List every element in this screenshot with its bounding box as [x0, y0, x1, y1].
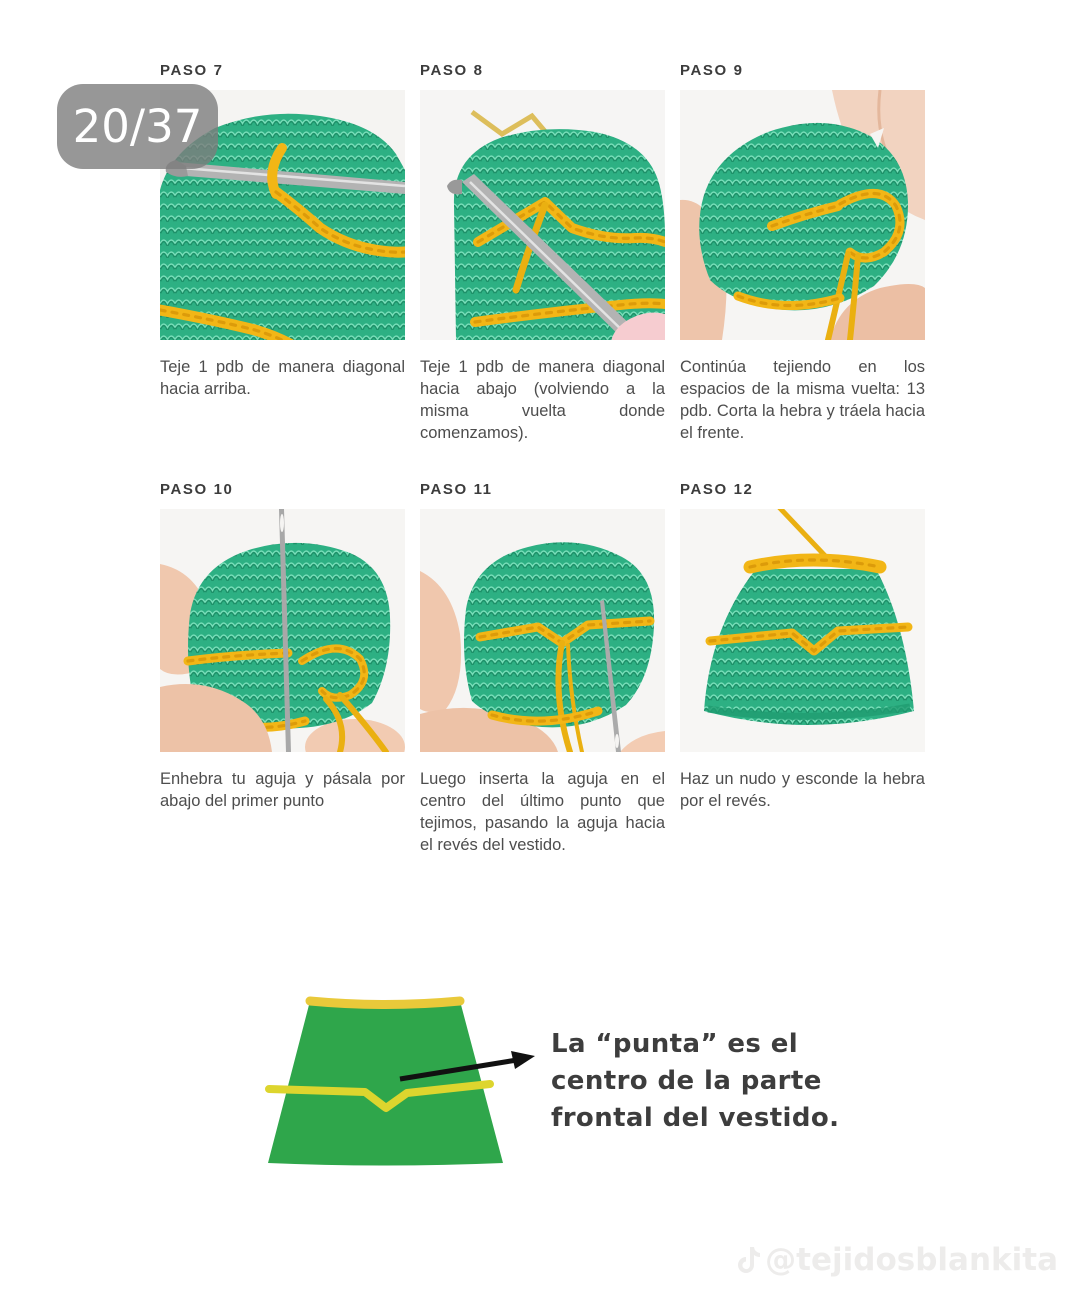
- paso-9-photo: [680, 90, 925, 340]
- step-label: PASO 7: [160, 62, 224, 79]
- step-label: PASO 8: [420, 62, 484, 79]
- dress-diagram: [255, 992, 555, 1172]
- tiktok-icon: [734, 1245, 760, 1275]
- hand-holding-crochet-photo: [680, 90, 925, 340]
- step-label: PASO 12: [680, 481, 754, 498]
- needle-eye: [615, 734, 619, 748]
- step-label: PASO 9: [680, 62, 744, 79]
- step-caption: Teje 1 pdb de manera diagonal hacia abajo (volviendo a la misma vuelta donde comenzamos).: [420, 358, 665, 442]
- note-line: centro de la parte: [551, 1066, 822, 1096]
- crochet-diagonal-down-photo: [420, 90, 665, 340]
- step-card-paso-12: [680, 481, 925, 856]
- needle-eye: [280, 514, 284, 532]
- needle-through-crochet-photo: [160, 509, 405, 752]
- step-caption: Haz un nudo y esconde la hebra por el revés.: [680, 770, 925, 810]
- step-card-paso-11: [420, 481, 665, 856]
- step-label: PASO 11: [420, 481, 493, 498]
- dress-top-band: [310, 1001, 460, 1005]
- step-caption: Enhebra tu aguja y pásala por abajo del primer punto: [160, 770, 405, 810]
- steps-grid: [160, 62, 925, 856]
- note-line: La “punta” es el: [551, 1029, 799, 1059]
- handwritten-note: [551, 1026, 839, 1137]
- paso-12-photo: [680, 509, 925, 752]
- step-card-paso-8: [420, 62, 665, 481]
- note-line: frontal del vestido.: [551, 1103, 840, 1133]
- needle-insert-center-photo: [420, 509, 665, 752]
- step-caption: Continúa tejiendo en los espacios de la misma vuelta: 13 pdb. Corta la hebra y tráela hacia el frente.: [680, 358, 925, 442]
- step-caption: Luego inserta la aguja en el centro del último punto que tejimos, pasando la aguja hacia el revés del vestido.: [420, 770, 665, 854]
- page-indicator-badge: 20/37: [57, 84, 218, 169]
- paso-8-photo: [420, 90, 665, 340]
- watermark-handle: @tejidosblankita: [765, 1242, 1058, 1278]
- paso-11-photo: [420, 509, 665, 752]
- watermark: [734, 1242, 1058, 1278]
- paso-10-photo: [160, 509, 405, 752]
- step-card-paso-9: [680, 62, 925, 481]
- step-card-paso-10: [160, 481, 405, 856]
- finished-dress-photo: [680, 509, 925, 752]
- step-caption: Teje 1 pdb de manera diagonal hacia arriba.: [160, 358, 405, 398]
- step-label: PASO 10: [160, 481, 234, 498]
